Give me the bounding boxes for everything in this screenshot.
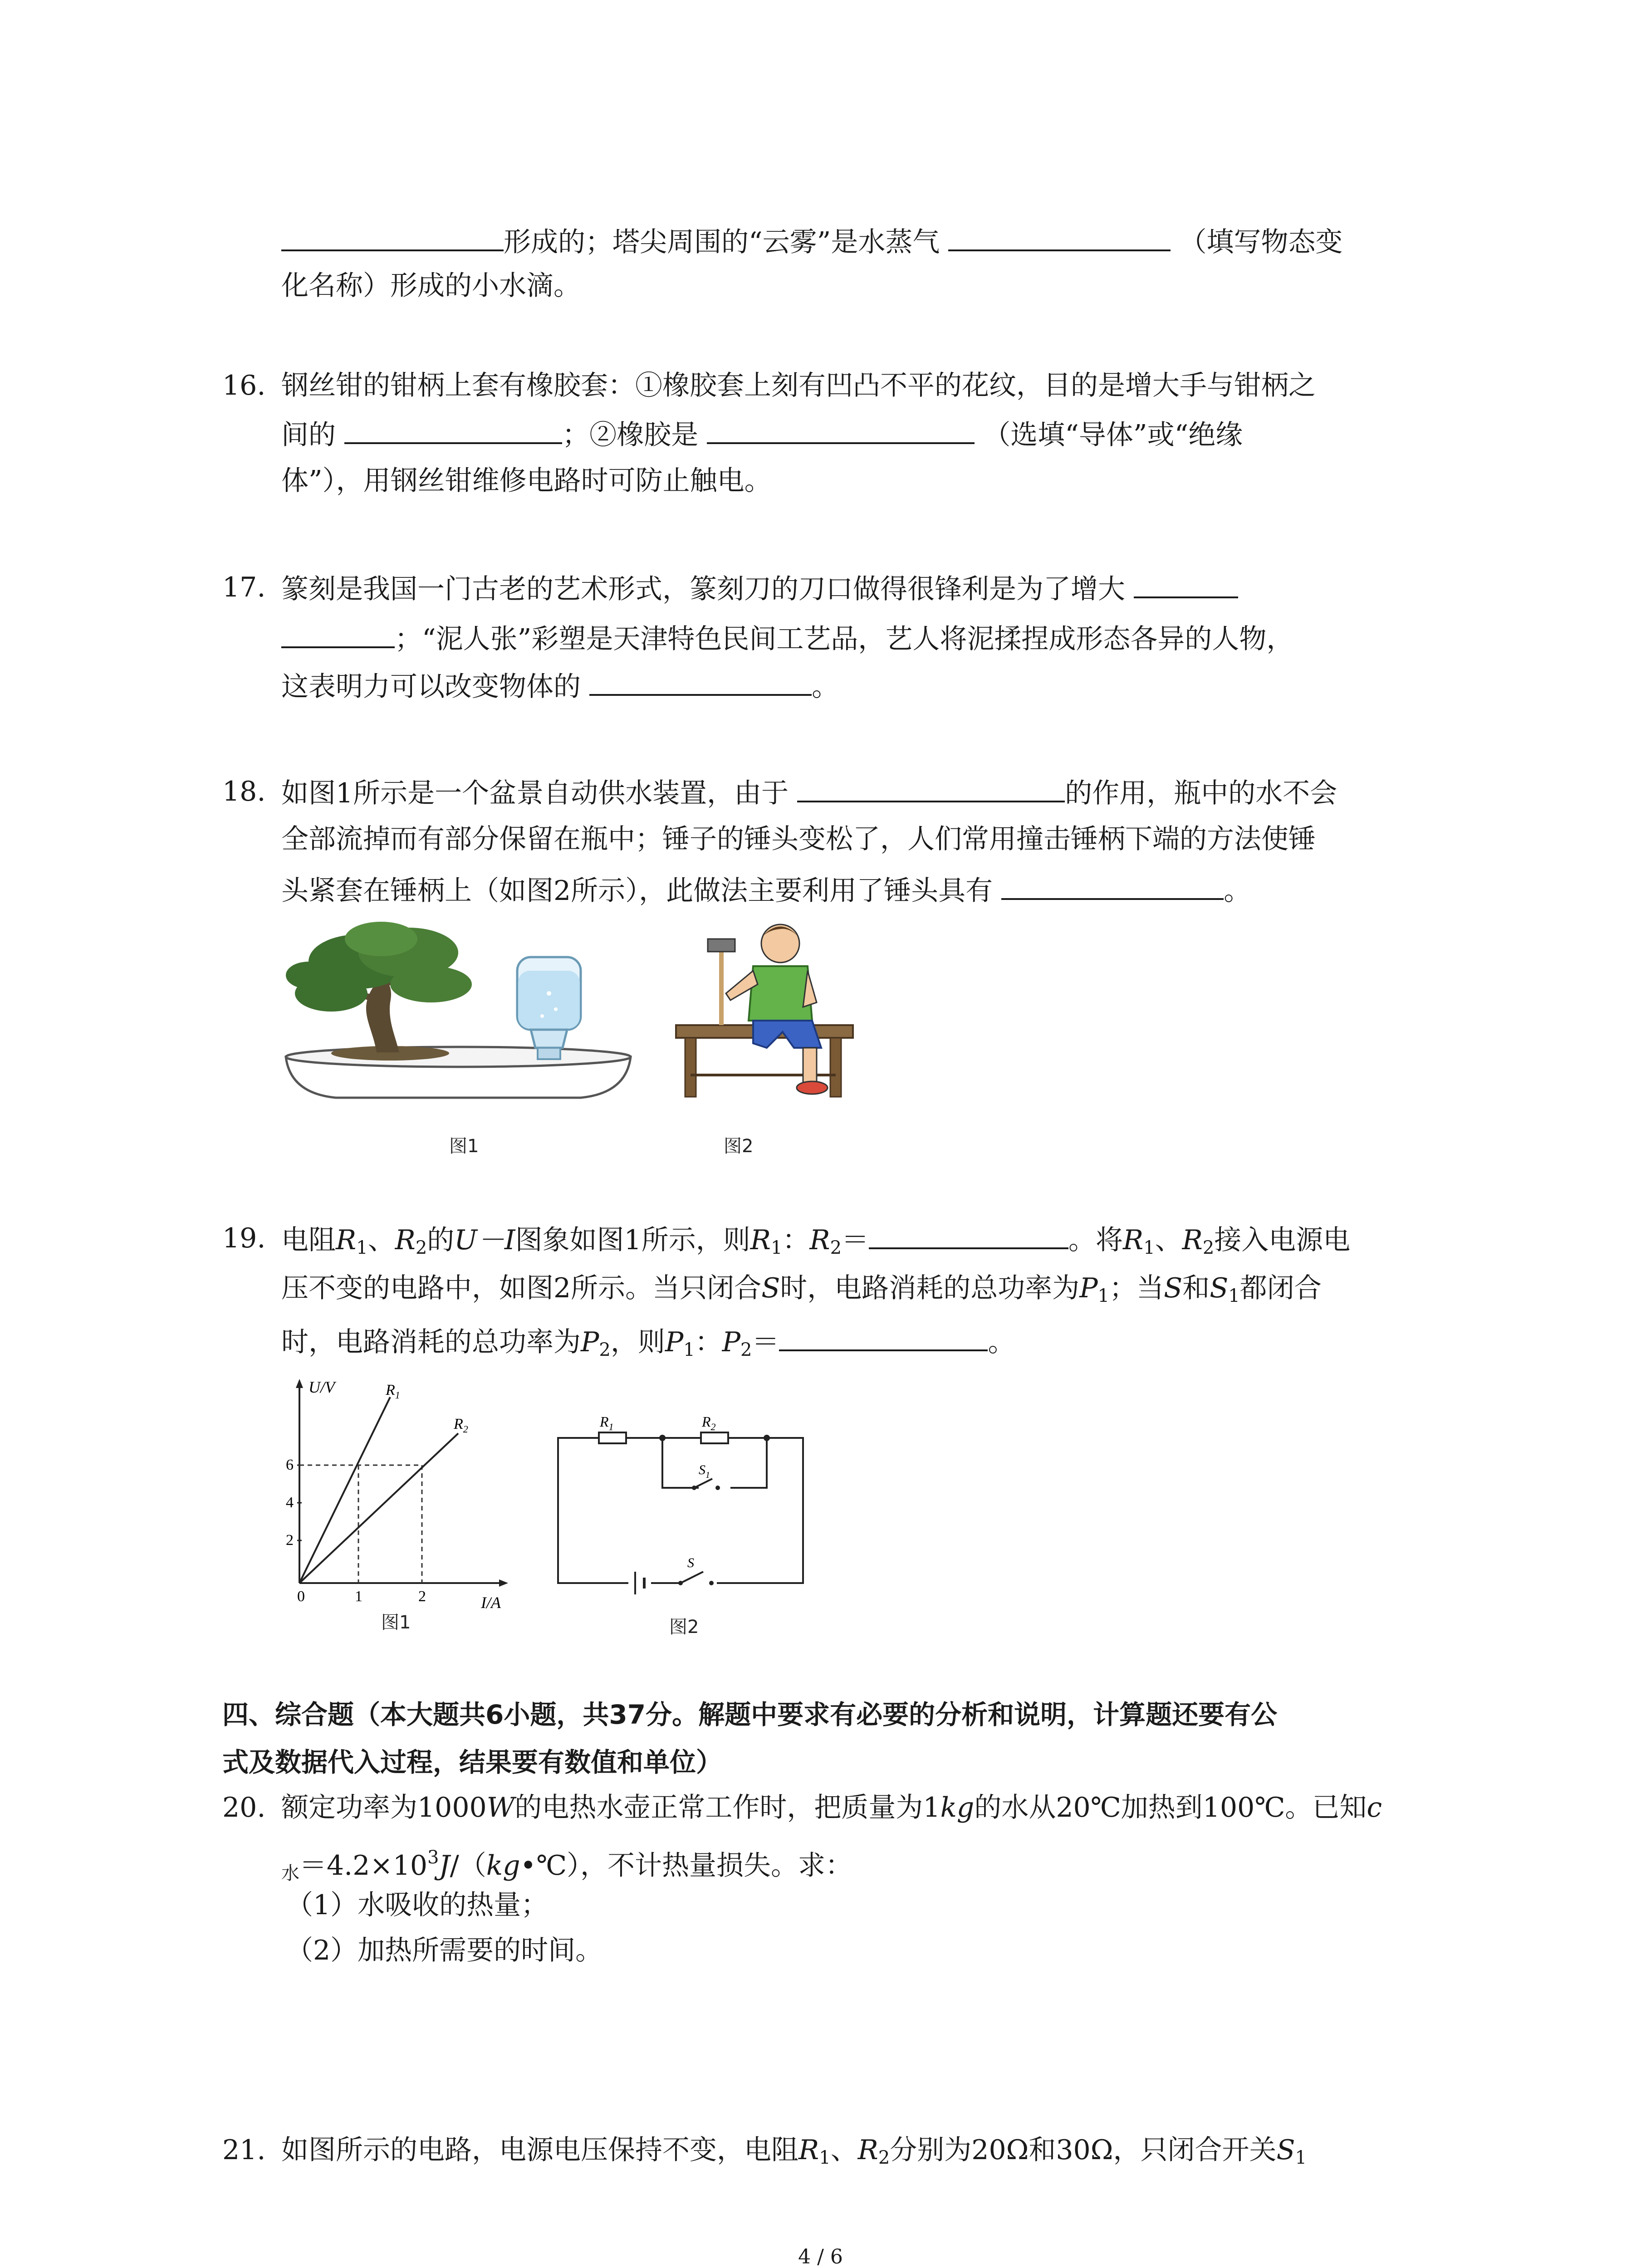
bonsai-watering-figure xyxy=(281,921,635,1111)
r2-line xyxy=(299,1433,458,1583)
section-heading: 四、综合题（本大题共6小题，共37分。解题中要求有必要的分析和说明，计算题还要有公 xyxy=(222,1699,1278,1730)
answer-blank[interactable] xyxy=(869,1220,1068,1249)
s-label: S xyxy=(687,1555,694,1570)
resistor-r1 xyxy=(599,1432,626,1443)
q16-line2: 间的 ；②橡胶是 （选填“导体”或“绝缘 xyxy=(281,415,1243,453)
q20-line2: $_水=4.2\times 10^3J/(kg•℃)$，不计热量损失。求： xyxy=(281,1847,853,1884)
answer-blank[interactable] xyxy=(1001,871,1224,900)
page-number: 4 / 6 xyxy=(798,2245,843,2268)
question-number: 17. xyxy=(222,572,266,603)
q15-line2: 化名称）形成的小水滴。 xyxy=(281,270,581,302)
question-number: 20. xyxy=(222,1792,266,1823)
question-number: 16. xyxy=(222,370,266,401)
ui-graph-figure xyxy=(272,1374,526,1610)
graph-ylabel: U/V xyxy=(309,1378,335,1396)
q20-sub1: （1）水吸收的热量； xyxy=(286,1889,549,1921)
r2-label: $R_2$ xyxy=(454,1416,468,1435)
q18-line2: 全部流掉而有部分保留在瓶中；锤子的锤头变松了，人们常用撞击锤柄下端的方法使锤 xyxy=(281,823,1316,855)
q19-line1: 电阻$R_1$、$R_2$的U－I图象如图1所示，则$R_1$：$R_2=$ 。将$R_1$、$R_2$接入电源电 xyxy=(281,1220,1350,1266)
q18-line3: 头紧套在锤柄上（如图2所示），此做法主要利用了锤头具有 。 xyxy=(281,871,1251,909)
answer-blank[interactable] xyxy=(779,1322,988,1351)
q16-line3: 体”），用钢丝钳维修电路时可防止触电。 xyxy=(281,465,772,497)
q20-sub2: （2）加热所需要的时间。 xyxy=(286,1935,603,1966)
answer-blank[interactable] xyxy=(797,773,1065,802)
tick-label: 2 xyxy=(418,1588,426,1605)
q21-line1: 如图所示的电路，电源电压保持不变，电阻$R_1$、$R_2$分别为20Ω和30Ω，只闭合开关$S_1$ xyxy=(281,2134,1307,2168)
q15-line1: 形成的；塔尖周围的“云雾”是水蒸气 （填写物态变 xyxy=(281,222,1343,260)
question-number: 21. xyxy=(222,2134,266,2166)
answer-blank[interactable] xyxy=(1134,569,1238,598)
circuit-figure xyxy=(549,1402,821,1597)
answer-blank[interactable] xyxy=(948,222,1171,251)
r2-label: $R_2$ xyxy=(702,1413,716,1432)
q19-line3: 时，电路消耗的总功率为$P_2$，则$P_1$：$P_2=$ 。 xyxy=(281,1322,1015,1368)
answer-blank[interactable] xyxy=(589,667,812,696)
q17-line1: 篆刻是我国一门古老的艺术形式，篆刻刀的刀口做得很锋利是为了增大 xyxy=(281,569,1238,607)
q18-line1: 如图1所示是一个盆景自动供水装置，由于 的作用，瓶中的水不会 xyxy=(281,773,1337,811)
r1-label: $R_1$ xyxy=(386,1382,400,1401)
tick-label: 6 xyxy=(286,1457,294,1473)
figure-caption: 图1 xyxy=(381,1612,411,1633)
figure-caption: 图2 xyxy=(724,1136,754,1157)
answer-blank[interactable] xyxy=(281,222,504,251)
resistor-r2 xyxy=(701,1432,728,1443)
answer-blank[interactable] xyxy=(281,619,395,648)
figure-caption: 图2 xyxy=(669,1617,699,1637)
tick-label: 4 xyxy=(286,1494,294,1511)
answer-blank[interactable] xyxy=(707,415,975,444)
tick-label: 2 xyxy=(286,1532,294,1549)
r1-label: $R_1$ xyxy=(600,1413,614,1432)
q17-line3: 这表明力可以改变物体的 。 xyxy=(281,667,839,705)
graph-xlabel: I/A xyxy=(481,1593,501,1610)
r1-line xyxy=(299,1397,390,1583)
section-heading-cont: 式及数据代入过程，结果要有数值和单位） xyxy=(222,1747,723,1778)
figure-caption: 图1 xyxy=(449,1136,479,1157)
q20-line1: 额定功率为1000W的电热水壶正常工作时，把质量为1kg的水从20℃加热到100℃。已知c xyxy=(281,1792,1382,1823)
tick-label: 0 xyxy=(297,1588,305,1605)
q17-line2: ；“泥人张”彩塑是天津特色民间工艺品，艺人将泥揉捏成形态各异的人物， xyxy=(281,619,1293,657)
tick-label: 1 xyxy=(355,1588,362,1605)
question-number: 18. xyxy=(222,776,266,807)
answer-blank[interactable] xyxy=(344,415,562,444)
q19-line2: 压不变的电路中，如图2所示。当只闭合S时，电路消耗的总功率为$P_1$；当S和$S_1$都闭合 xyxy=(281,1272,1322,1306)
s1-label: $S_1$ xyxy=(699,1462,710,1480)
q16-line1: 钢丝钳的钳柄上套有橡胶套：①橡胶套上刻有凹凸不平的花纹，目的是增大手与钳柄之 xyxy=(281,370,1316,401)
question-number: 19. xyxy=(222,1222,266,1254)
hammer-man-figure xyxy=(667,912,862,1102)
